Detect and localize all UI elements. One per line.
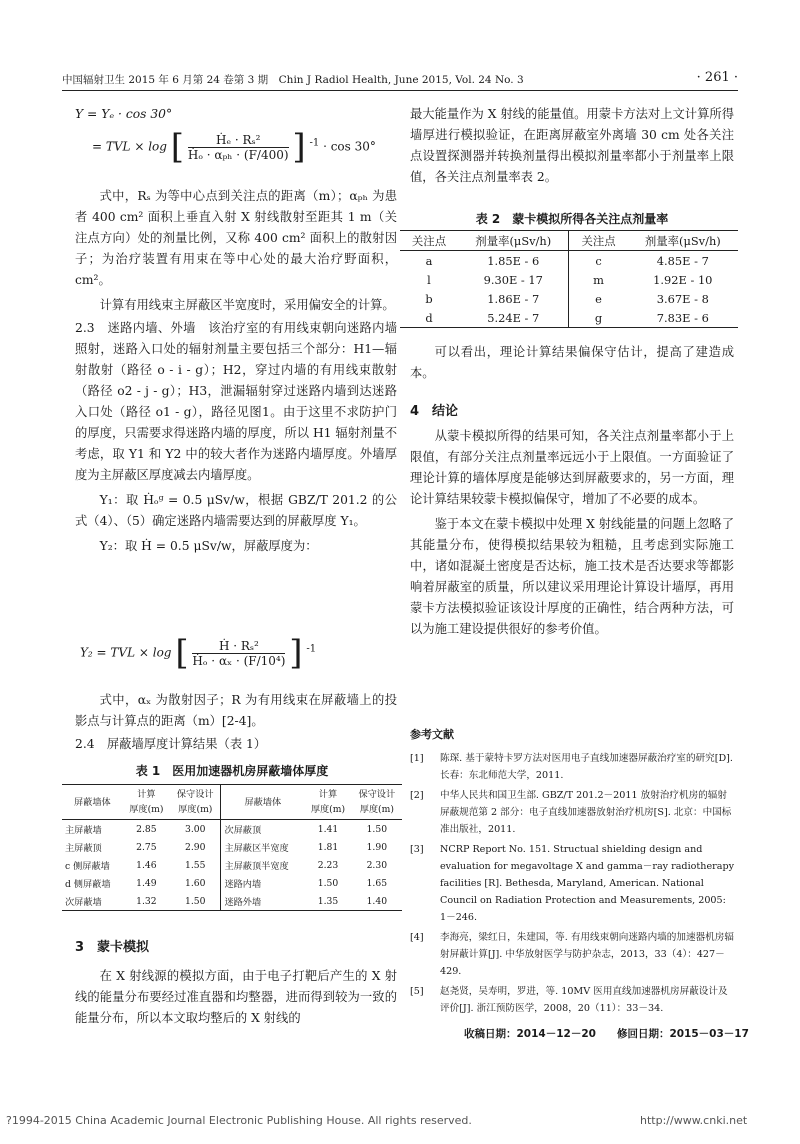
reference-text: 赵尧贤，吴寿明，罗进，等. 10MV 医用直线加速器机房屏蔽设计及评价[J]. 浙江预防医学，2008，20（11）：33－34.	[440, 986, 728, 1014]
table-2-row	[400, 289, 738, 308]
table-1-cell: c 侧屏蔽墙	[65, 861, 110, 872]
table-1-cell: 主屏蔽墙	[65, 825, 102, 836]
paragraph-continuation: 最大能量作为 X 射线的能量值。用蒙卡方法对上文计算所得墙厚进行模拟验证，在距离屏蔽室外离墙 30 cm 处各关注点设置探测器并转换剂量得出模拟剂量率都小于剂量率上限值，各关注点剂量率表 2。	[410, 107, 734, 184]
table-1-cell: 1.50	[366, 823, 388, 835]
paragraph-note-2: 式中，αₓ 为散射因子；R 为有用线束在屏蔽墙上的投影点与计算点的距离（m）[2-4]。	[75, 693, 397, 728]
table-1-cell: 1.49	[136, 877, 157, 889]
table-1-cell: 次屏蔽顶	[221, 820, 304, 839]
table-1-cell: 1.41	[317, 823, 339, 835]
paragraph-conclusion-2: 鉴于本文在蒙卡模拟中处理 X 射线能量的问题上忽略了其能量分布，使得模拟结果较为粗糙，且考虑到实际施工中，诸如混凝土密度是否达标，施工技术是否达要求等都影响着屏蔽室的质量，所以建议采用理论计算设计墙厚，再用蒙卡方法模拟验证该设计厚度的正确性，结合两种方法，可以为施工建设提供很好的参考价值。	[410, 517, 734, 636]
reference-item	[410, 750, 734, 784]
reference-text: 陈琛. 基于蒙特卡罗方法对医用电子直线加速器屏蔽治疗室的研究[D]. 长春：东北师范大学，2011.	[440, 753, 733, 781]
table-1	[62, 784, 402, 911]
table-1-cell: 1.32	[136, 895, 157, 907]
table-1-cell: 迷路内墙	[221, 874, 304, 892]
reference-number: [3]	[410, 844, 424, 855]
table-1-cell: 1.40	[366, 895, 388, 907]
table-2-cell: b	[425, 291, 433, 306]
section-4-heading: 4 结论	[410, 404, 459, 419]
table-2-cell: 9.30E - 17	[483, 272, 543, 287]
table-2-header-cell: 关注点	[569, 231, 628, 251]
table-2-cell: m	[569, 270, 628, 289]
paragraph-y1: Y₁：取 Ḣₒᵍ = 0.5 μSv/w，根据 GBZ/T 201.2 的公式（4）、（5）确定迷路内墙需要达到的屏蔽厚度 Y₁。	[75, 493, 397, 528]
reference-item	[410, 929, 734, 980]
reference-item	[410, 787, 734, 838]
table-1-header-cell: 屏蔽墙体	[221, 785, 304, 820]
table-1-cell: 2.75	[136, 841, 157, 853]
table-1-row	[62, 874, 402, 892]
table-2-cell: 1.92E - 10	[653, 272, 713, 287]
table-2-row	[400, 308, 738, 328]
table-1-cell: 1.50	[317, 877, 339, 889]
table-2-cell: g	[569, 308, 628, 328]
table-2-cell: a	[425, 253, 433, 268]
table-1-header-cell: 计算 厚度(m)	[304, 785, 351, 820]
cnki-url: http://www.cnki.net	[640, 1114, 748, 1127]
table-1-row	[62, 838, 402, 856]
reference-text: 李海亮，梁红日，朱建国，等. 有用线束朝向迷路内墙的加速器机房辐射屏蔽计算[J]. 中华放射医学与防护杂志，2013，33（4）：427－429.	[440, 932, 734, 977]
reference-number: [1]	[410, 753, 424, 764]
table-1-row	[62, 820, 402, 839]
equation-1-line-1: Y = Yₑ · cos 30°	[75, 107, 173, 121]
table-1-header-row	[62, 785, 402, 820]
table-2-cell: c	[569, 251, 628, 271]
paragraph-y2: Y₂：取 Ḣ = 0.5 μSv/w，屏蔽厚度为：	[99, 539, 318, 553]
table-1-cell: 1.90	[366, 841, 388, 853]
table-1-cell: 1.65	[366, 877, 388, 889]
running-header	[62, 72, 738, 91]
references-heading: 参考文献	[410, 728, 454, 741]
table-2-cell: 5.24E - 7	[487, 310, 540, 325]
table-2-header-cell: 剂量率(μSv/h)	[628, 231, 738, 251]
copyright-footer: ?1994-2015 China Academic Journal Electronic Publishing House. All rights reserved.	[6, 1114, 472, 1127]
equation-2-fraction: $\frac{\text{Ḣ · Rₛ²}}{\text{Ḣₒ · αₓ · (F/10⁴)}}$	[192, 638, 286, 668]
reference-number: [4]	[410, 932, 424, 943]
journal-citation: 中国辐射卫生 2015 年 6 月第 24 卷第 3 期 Chin J Radiol Health, June 2015, Vol. 24 No. 3	[62, 74, 524, 86]
paragraph-calc: 计算有用线束主屏蔽区半宽度时，采用偏安全的计算。	[99, 298, 395, 312]
table-1-cell: 1.46	[136, 859, 157, 871]
table-1-header-cell: 屏蔽墙体	[62, 785, 123, 820]
equation-2: Y₂ = TVL × log [ $\frac{\text{Ḣ · Rₛ²}}{\text{Ḣₒ · αₓ · (F/10⁴)}}$ ] $^{-1}$	[80, 633, 317, 673]
table-1-cell: 主屏蔽区半宽度	[221, 838, 304, 856]
reference-item	[410, 841, 734, 926]
table-1-cell: 1.55	[185, 859, 206, 871]
equation-1-fraction: $\frac{\text{Ḣₑ · Rₛ²}}{\text{Ḣₒ · αₚₕ · (F/400)}}$	[187, 132, 289, 162]
table-1-header-cell: 计算 厚度(m)	[123, 785, 170, 820]
section-2-3: 2.3 迷路内墙、外墙 该治疗室的有用线束朝向迷路内墙照射，迷路入口处的辐射剂量主要包括三个部分：H1—辐射散射（路径 o - i - g）；H2，穿过内墙的有用线束散射（路径 o2 - j - g）；H3，泄漏辐射穿过迷路内墙到达迷路入口处（路径 o1 - g），路径见图1。由于这里不求防护门的厚度，只需要求得迷路内墙的厚度，所以 H1 辐射剂量不考虑，取 Y1 和 Y2 中的较大者作为迷路内墙厚度。外墙厚度为主屏蔽区厚度减去内墙厚度。	[75, 321, 397, 482]
equation-1: = TVL × log [ $\frac{\text{Ḣₑ · Rₛ²}}{\text{Ḣₒ · αₚₕ · (F/400)}}$ ] $^{-1}$ · cos 30°	[92, 127, 376, 167]
table-2-header-cell: 关注点	[400, 231, 458, 251]
page-number: · 261 ·	[696, 70, 738, 85]
table-1-caption: 表 1 医用加速器机房屏蔽墙体厚度	[135, 764, 329, 778]
reference-number: [2]	[410, 790, 424, 801]
table-1-cell: 1.81	[317, 841, 339, 853]
left-column	[75, 104, 397, 126]
table-2-cell: d	[425, 310, 433, 325]
reference-number: [5]	[410, 986, 424, 997]
paragraph-after-table-2: 可以看出，理论计算结果偏保守估计，提高了建造成本。	[410, 345, 734, 380]
table-1-cell: 2.90	[185, 841, 206, 853]
table-1-cell: d 侧屏蔽墙	[65, 879, 111, 890]
table-1-row	[62, 856, 402, 874]
table-2-cell: 1.86E - 7	[487, 291, 540, 306]
table-1-cell: 3.00	[185, 823, 206, 835]
table-1-cell: 2.23	[317, 859, 339, 871]
table-1-row	[62, 892, 402, 911]
table-1-cell: 次屏蔽墙	[65, 897, 102, 908]
reference-item	[410, 983, 734, 1017]
table-1-cell: 迷路外墙	[221, 892, 304, 911]
reference-text: NCRP Report No. 151. Structual shielding design and evaluation for megavoltage X and gamma－ray radiotherapy facilities [R]. Bethesda, Maryland, American. National Council on Radiation Protection and Measurements, 2005: 1－246.	[440, 844, 735, 923]
table-1-cell: 2.30	[366, 859, 388, 871]
table-1-header-cell: 保守设计 厚度(m)	[170, 785, 221, 820]
table-2-cell: l	[427, 272, 431, 287]
table-2-cell: 4.85E - 7	[656, 253, 709, 268]
table-1-cell: 1.50	[185, 895, 206, 907]
paragraph-section-3: 在 X 射线源的模拟方面，由于电子打靶后产生的 X 射线的能量分布要经过准直器和均整器，进而得到较为一致的能量分布，所以本文取均整后的 X 射线的	[75, 969, 397, 1025]
table-2-row	[400, 270, 738, 289]
table-2-cell: 3.67E - 8	[656, 291, 709, 306]
table-1-cell: 1.35	[317, 895, 339, 907]
table-2-cell: e	[569, 289, 628, 308]
table-2-caption: 表 2 蒙卡模拟所得各关注点剂量率	[475, 212, 669, 226]
reference-text: 中华人民共和国卫生部. GBZ/T 201.2－2011 放射治疗机房的辐射屏蔽规范第 2 部分：电子直线加速器放射治疗机房[S]. 北京：中国标准出版社，2011.	[440, 790, 732, 835]
paragraph-formula-note: 式中，Rₛ 为等中心点到关注点的距离（m）；αₚₕ 为患者 400 cm² 面积上垂直入射 X 射线散射至距其 1 m（关注点方向）处的剂量比例，又称 400 cm² 面积上的散射因子；为治疗装置有用束在等中心处的最大治疗野面积，cm²。	[75, 189, 397, 287]
received-dates: 收稿日期：2014－12－20 修回日期：2015－03－17	[464, 1028, 749, 1040]
references-list	[410, 750, 734, 1020]
table-1-cell: 1.60	[185, 877, 206, 889]
table-2	[400, 230, 738, 328]
table-2-cell: 7.83E - 6	[656, 310, 709, 325]
table-1-cell: 主屏蔽顶半宽度	[221, 856, 304, 874]
table-1-cell: 2.85	[136, 823, 157, 835]
section-3-heading: 3 蒙卡模拟	[75, 940, 150, 955]
table-1-cell: 主屏蔽顶	[65, 843, 102, 854]
section-2-4: 2.4 屏蔽墙厚度计算结果（表 1）	[75, 737, 267, 751]
table-2-header-cell: 剂量率(μSv/h)	[458, 231, 569, 251]
table-2-row	[400, 251, 738, 271]
table-2-header-row	[400, 231, 738, 251]
table-1-header-cell: 保守设计 厚度(m)	[352, 785, 402, 820]
table-2-cell: 1.85E - 6	[487, 253, 540, 268]
paragraph-conclusion-1: 从蒙卡模拟所得的结果可知，各关注点剂量率都小于上限值，有部分关注点剂量率远远小于上限值。一方面验证了理论计算的墙体厚度是能够达到屏蔽要求的，另一方面，理论计算结果较蒙卡模拟偏保守，增加了不必要的成本。	[410, 429, 734, 506]
